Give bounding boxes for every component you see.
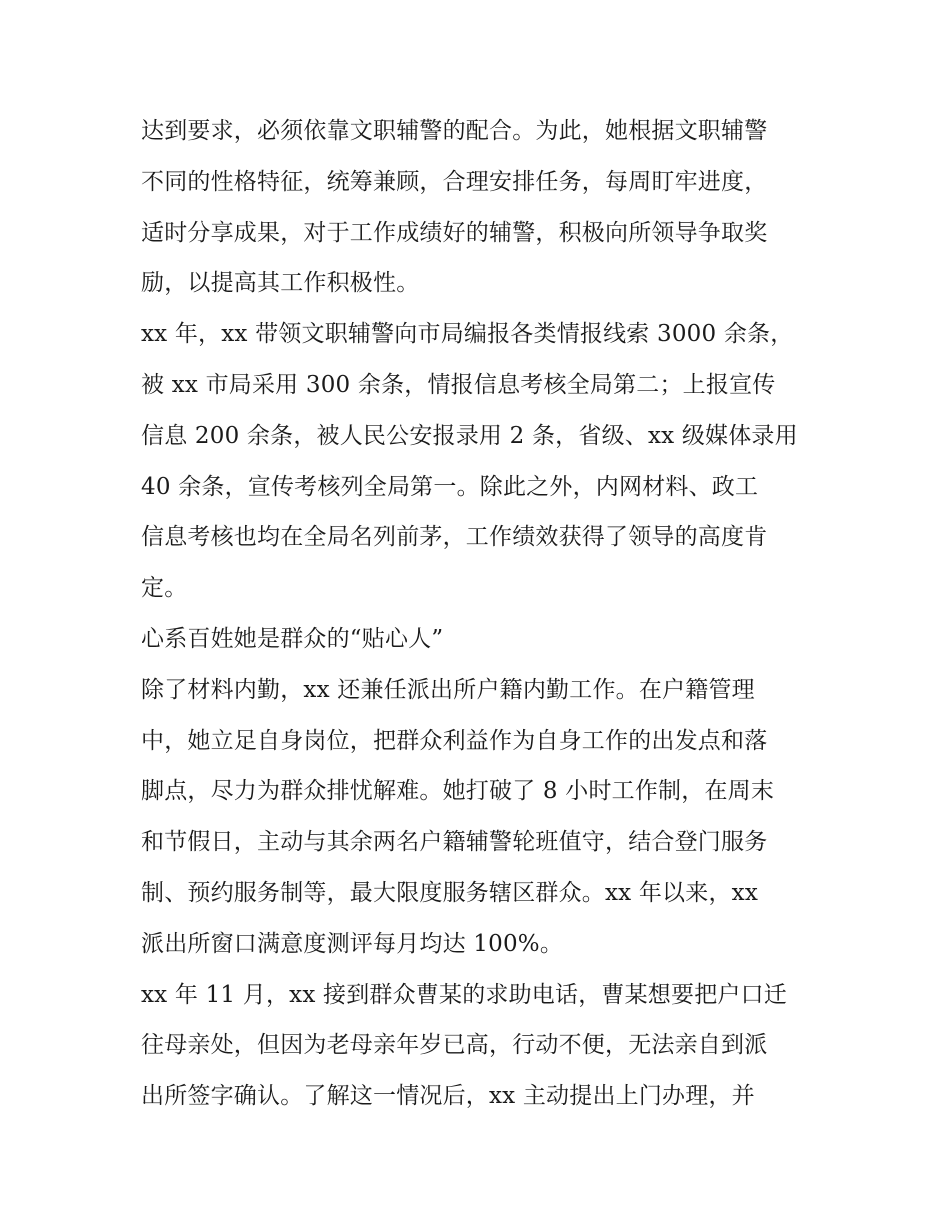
text-line: 信息考核也均在全局名列前茅，工作绩效获得了领导的高度肯 — [141, 524, 768, 551]
text-line: 往母亲处，但因为老母亲年岁已高，行动不便，无法亲自到派 — [141, 1032, 768, 1059]
text-line: 派出所窗口满意度测评每月均达 100%。 — [141, 930, 564, 957]
section-heading: 心系百姓她是群众的“贴心人” — [141, 625, 444, 652]
text-line: xx 年，xx 带领文职辅警向市局编报各类情报线索 3000 余条， — [141, 321, 794, 348]
text-line: 适时分享成果，对于工作成绩好的辅警，积极向所领导争取奖 — [141, 219, 768, 246]
text-line: 定。 — [141, 575, 188, 602]
text-line: 励，以提高其工作积极性。 — [141, 270, 420, 297]
text-line: 被 xx 市局采用 300 余条，情报信息考核全局第二；上报宣传 — [141, 371, 776, 398]
text-line: xx 年 11 月，xx 接到群众曹某的求助电话，曹某想要把户口迁 — [141, 981, 787, 1008]
text-line: 40 余条，宣传考核列全局第一。除此之外，内网材料、政工 — [141, 473, 759, 500]
text-line: 制、预约服务制等，最大限度服务辖区群众。xx 年以来，xx — [141, 879, 758, 906]
text-line: 不同的性格特征，统筹兼顾，合理安排任务，每周盯牢进度， — [141, 168, 768, 195]
text-line: 和节假日，主动与其余两名户籍辅警轮班值守，结合登门服务 — [141, 829, 768, 856]
text-line: 除了材料内勤，xx 还兼任派出所户籍内勤工作。在户籍管理 — [141, 676, 755, 703]
text-line: 出所签字确认。了解这一情况后，xx 主动提出上门办理，并 — [141, 1083, 755, 1110]
document-body — [141, 106, 821, 1122]
text-line: 中，她立足自身岗位，把群众利益作为自身工作的出发点和落 — [141, 727, 768, 754]
text-line: 脚点，尽力为群众排忧解难。她打破了 8 小时工作制，在周末 — [141, 778, 775, 805]
text-line: 达到要求，必须依靠文职辅警的配合。为此，她根据文职辅警 — [141, 118, 768, 144]
text-line: 信息 200 余条，被人民公安报录用 2 条，省级、xx 级媒体录用 — [141, 422, 798, 449]
